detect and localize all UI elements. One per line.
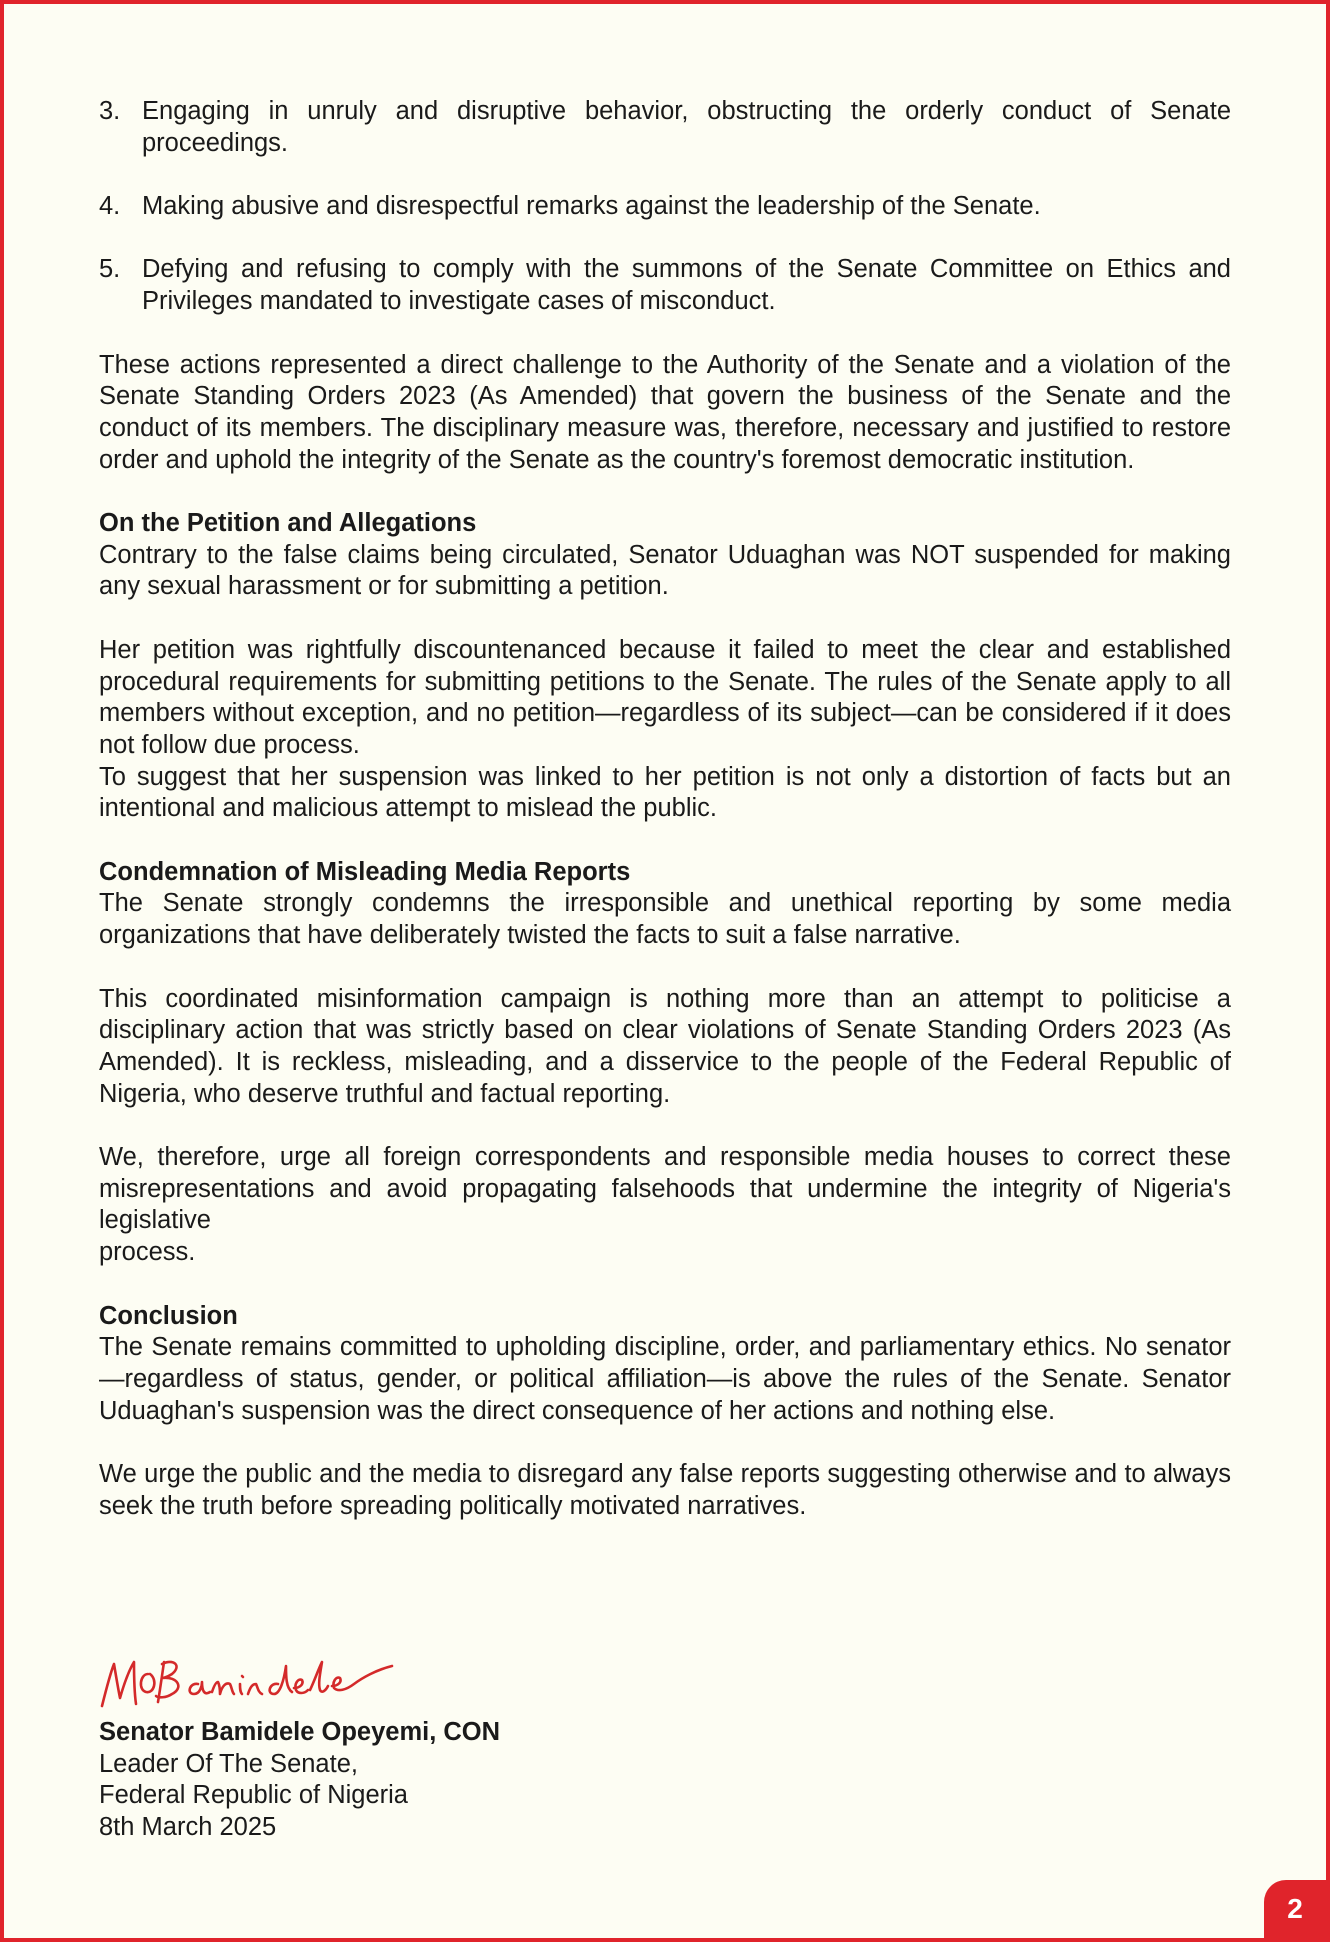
conclusion-paragraph-1: The Senate remains committed to upholding discipline, order, and parliamentary ethics. No senator—regardless of status, gender, or political affiliation—is above the rules of the Senate. Senator Uduaghan's suspension was the direct consequence of her actions and nothing else.: [99, 1333, 1231, 1425]
section-heading-media: Condemnation of Misleading Media Reports: [99, 857, 631, 886]
signatory-name: Senator Bamidele Opeyemi, CON: [99, 1718, 501, 1746]
document-date: 8th March 2025: [99, 1813, 277, 1842]
list-item: [99, 96, 1231, 159]
media-paragraph-2: This coordinated misinformation campaign is nothing more than an attempt to politicise a disciplinary action that was strictly based on clear violations of Senate Standing Orders 2023 (As Amended). It is reckless, misleading, and a disservice to the people of the Federal Republic of Nigeria, who deserve truthful and factual reporting.: [99, 984, 1231, 1108]
list-number: 3.: [99, 97, 121, 125]
petition-paragraph-3: To suggest that her suspension was linked to her petition is not only a distortion of facts but an intentional and malicious attempt to mislead the public.: [99, 762, 1231, 823]
signature-block: [99, 1717, 500, 1844]
page-number-badge: 2: [1264, 1880, 1326, 1938]
petition-paragraph-1: Contrary to the false claims being circulated, Senator Uduaghan was NOT suspended for making any sexual harassment or for submitting a petition.: [99, 540, 1231, 601]
signatory-organization: Federal Republic of Nigeria: [99, 1781, 408, 1810]
conclusion-paragraph-2: We urge the public and the media to disregard any false reports suggesting otherwise and to always seek the truth before spreading politically motivated narratives.: [99, 1460, 1231, 1520]
list-text: Engaging in unruly and disruptive behavior, obstructing the orderly conduct of Senate proceedings.: [142, 97, 1231, 157]
list-item: [99, 191, 1231, 223]
list-text: Defying and refusing to comply with the summons of the Senate Committee on Ethics and Privileges mandated to investigate cases of misconduct.: [142, 255, 1231, 316]
list-text: Making abusive and disrespectful remarks against the leadership of the Senate.: [142, 192, 1041, 221]
section-heading-conclusion: Conclusion: [99, 1301, 238, 1330]
media-paragraph-3b: process.: [99, 1238, 196, 1267]
list-number: 4.: [99, 192, 121, 221]
list-item: [99, 254, 1231, 317]
media-paragraph-1: The Senate strongly condemns the irresponsible and unethical reporting by some media organizations that have deliberately twisted the facts to suit a false narrative.: [99, 889, 1231, 950]
document-body: [99, 96, 1231, 1522]
media-paragraph-3a: We, therefore, urge all foreign correspondents and responsible media houses to correct these misrepresentations and avoid propagating falsehoods that undermine the integrity of Nigeria's legislative: [99, 1143, 1231, 1235]
petition-paragraph-2: Her petition was rightfully discountenanced because it failed to meet the clear and established procedural requirements for submitting petitions to the Senate. The rules of the Senate apply to all members without exception, and no petition—regardless of its subject—can be considered if it does not follow due process.: [99, 635, 1231, 759]
section-heading-petition: On the Petition and Allegations: [99, 509, 477, 538]
signatory-title: Leader Of The Senate,: [99, 1749, 358, 1778]
intro-paragraph: These actions represented a direct challenge to the Authority of the Senate and a violation of the Senate Standing Orders 2023 (As Amended) that govern the business of the Senate and the conduct of its members. The disciplinary measure was, therefore, necessary and justified to restore order and uphold the integrity of the Senate as the country's foremost democratic institution.: [99, 350, 1231, 474]
list-number: 5.: [99, 255, 121, 284]
handwritten-signature: [96, 1640, 396, 1720]
